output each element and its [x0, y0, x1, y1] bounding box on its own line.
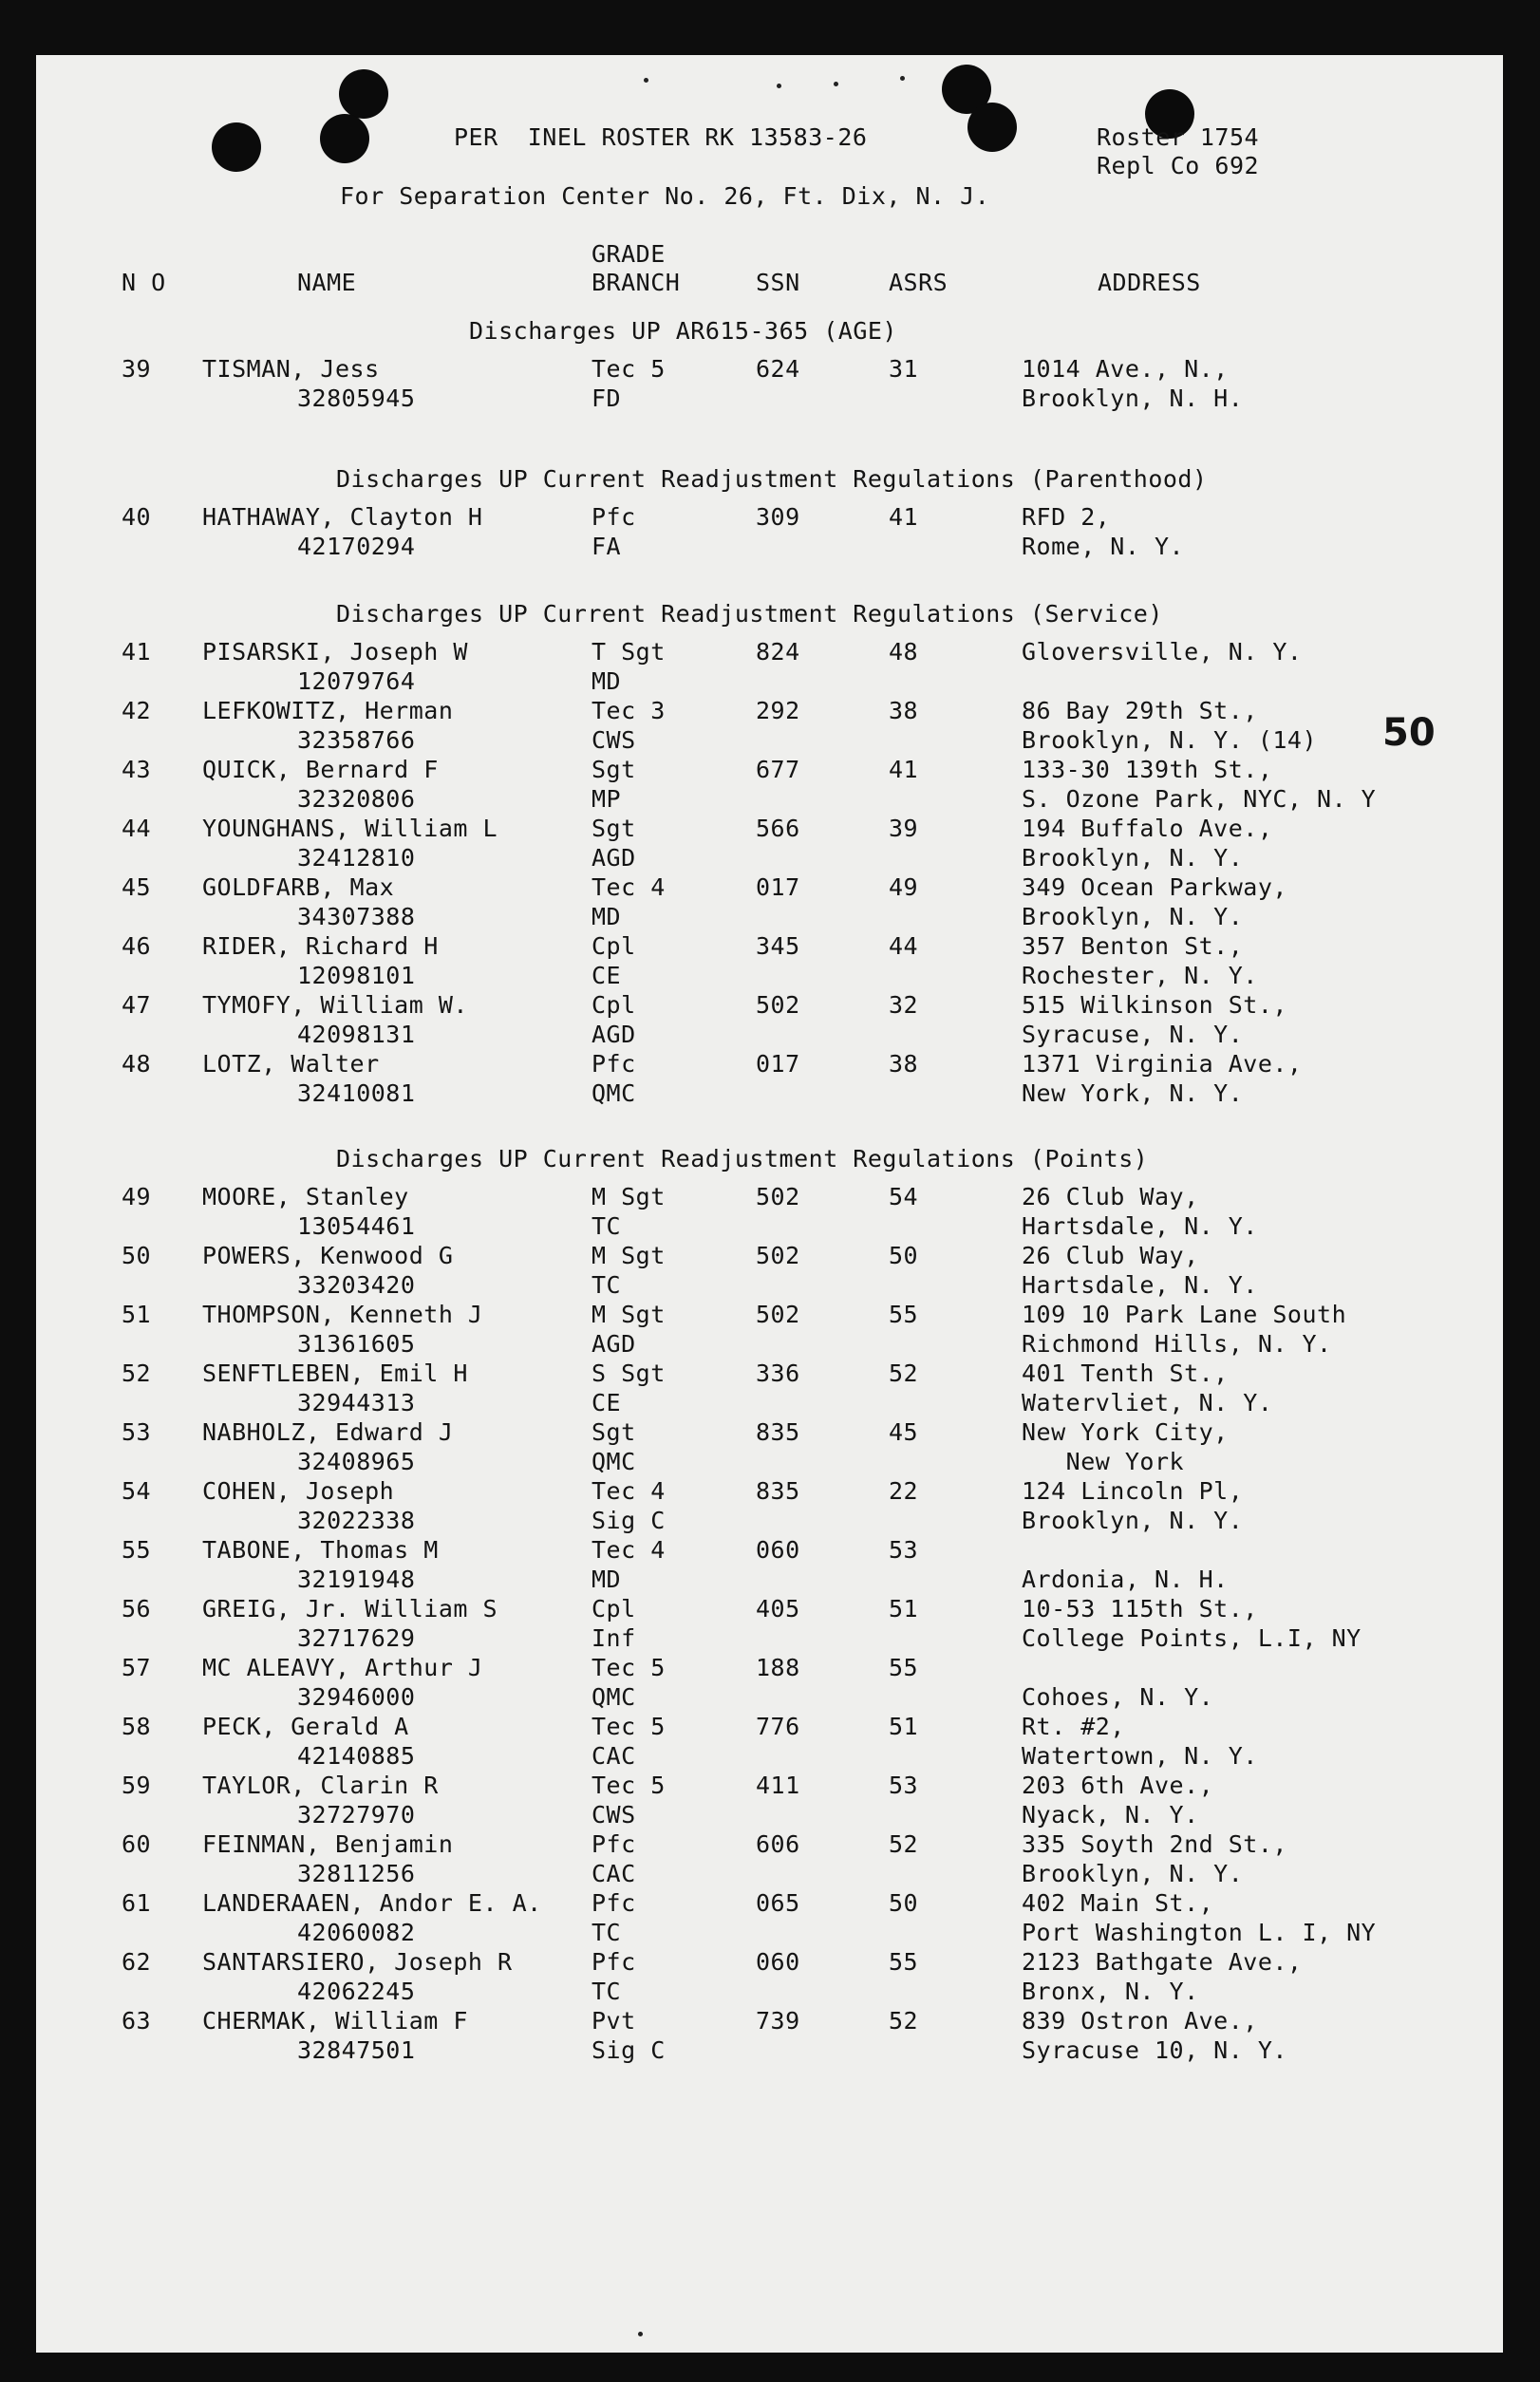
serial-number: 42098131 [297, 1021, 416, 1048]
entry-number: 52 [122, 1360, 152, 1387]
address-line-2: S. Ozone Park, NYC, N. Y [1022, 785, 1377, 813]
serial-number: 32410081 [297, 1079, 416, 1107]
branch: MP [592, 785, 622, 813]
entry-number: 51 [122, 1301, 152, 1328]
ssn: 502 [756, 1242, 800, 1269]
branch: AGD [592, 1330, 636, 1358]
soldier-name: MC ALEAVY, Arthur J [202, 1654, 483, 1681]
roster-subtitle: For Separation Center No. 26, Ft. Dix, N. J. [340, 182, 990, 210]
ssn: 739 [756, 2007, 800, 2035]
address-line-2: Brooklyn, N. Y. [1022, 1507, 1244, 1534]
grade: M Sgt [592, 1301, 666, 1328]
address-line-2: New York, N. Y. [1022, 1079, 1244, 1107]
address-line-2: Brooklyn, N. H. [1022, 384, 1244, 412]
branch: TC [592, 1212, 622, 1240]
entry-number: 57 [122, 1654, 152, 1681]
serial-number: 13054461 [297, 1212, 416, 1240]
serial-number: 32717629 [297, 1624, 416, 1652]
serial-number: 32727970 [297, 1801, 416, 1829]
grade: Pvt [592, 2007, 636, 2035]
entry-number: 42 [122, 697, 152, 724]
soldier-name: LOTZ, Walter [202, 1050, 380, 1078]
column-header-ssn: SSN [756, 269, 800, 296]
soldier-name: TABONE, Thomas M [202, 1536, 439, 1564]
grade: Sgt [592, 815, 636, 842]
address-line-1: Rt. #2, [1022, 1713, 1125, 1740]
entry-number: 60 [122, 1830, 152, 1858]
address-line-1: 401 Tenth St., [1022, 1360, 1229, 1387]
grade: Tec 4 [592, 1536, 666, 1564]
grade: Cpl [592, 991, 636, 1019]
asrs-score: 55 [889, 1301, 919, 1328]
address-line-2: Bronx, N. Y. [1022, 1978, 1199, 2005]
address-line-1: 1014 Ave., N., [1022, 355, 1229, 383]
soldier-name: LEFKOWITZ, Herman [202, 697, 454, 724]
ssn: 835 [756, 1477, 800, 1505]
column-header-name: NAME [297, 269, 357, 296]
soldier-name: TYMOFY, William W. [202, 991, 468, 1019]
entry-number: 41 [122, 638, 152, 666]
entry-number: 62 [122, 1948, 152, 1976]
asrs-score: 50 [889, 1242, 919, 1269]
address-line-2: Watertown, N. Y. [1022, 1742, 1258, 1770]
ssn: 606 [756, 1830, 800, 1858]
soldier-name: FEINMAN, Benjamin [202, 1830, 454, 1858]
grade: Tec 5 [592, 1772, 666, 1799]
serial-number: 12079764 [297, 667, 416, 695]
serial-number: 32944313 [297, 1389, 416, 1416]
entry-number: 47 [122, 991, 152, 1019]
asrs-score: 50 [889, 1889, 919, 1917]
section-heading: Discharges UP Current Readjustment Regulations (Points) [336, 1145, 1149, 1172]
serial-number: 33203420 [297, 1271, 416, 1299]
asrs-score: 41 [889, 756, 919, 783]
entry-number: 53 [122, 1418, 152, 1446]
address-line-1: New York City, [1022, 1418, 1229, 1446]
column-header-no: N O [122, 269, 166, 296]
soldier-name: SENFTLEBEN, Emil H [202, 1360, 468, 1387]
address-line-1: 203 6th Ave., [1022, 1772, 1214, 1799]
asrs-score: 52 [889, 2007, 919, 2035]
entry-number: 44 [122, 815, 152, 842]
entry-number: 54 [122, 1477, 152, 1505]
speck [777, 84, 781, 88]
section-heading: Discharges UP AR615-365 (AGE) [469, 317, 897, 345]
address-line-2: Brooklyn, N. Y. [1022, 1860, 1244, 1887]
grade: Pfc [592, 1830, 636, 1858]
address-line-1: 357 Benton St., [1022, 932, 1244, 960]
serial-number: 32946000 [297, 1683, 416, 1711]
branch: TC [592, 1271, 622, 1299]
branch: QMC [592, 1079, 636, 1107]
punch-hole [320, 114, 369, 163]
punch-hole [212, 122, 261, 172]
ssn: 188 [756, 1654, 800, 1681]
branch: CE [592, 962, 622, 989]
ssn: 405 [756, 1595, 800, 1622]
asrs-score: 38 [889, 1050, 919, 1078]
ssn: 060 [756, 1948, 800, 1976]
soldier-name: COHEN, Joseph [202, 1477, 395, 1505]
address-line-1: 109 10 Park Lane South [1022, 1301, 1347, 1328]
asrs-score: 49 [889, 873, 919, 901]
punch-hole [967, 103, 1017, 152]
entry-number: 48 [122, 1050, 152, 1078]
column-header-asrs: ASRS [889, 269, 948, 296]
entry-number: 61 [122, 1889, 152, 1917]
serial-number: 32022338 [297, 1507, 416, 1534]
grade: Pfc [592, 1889, 636, 1917]
address-line-2: Brooklyn, N. Y. [1022, 903, 1244, 930]
ssn: 835 [756, 1418, 800, 1446]
ssn: 336 [756, 1360, 800, 1387]
grade: Cpl [592, 1595, 636, 1622]
branch: Sig C [592, 1507, 666, 1534]
entry-number: 40 [122, 503, 152, 531]
address-line-2: College Points, L.I, NY [1022, 1624, 1362, 1652]
branch: MD [592, 667, 622, 695]
address-line-2: Richmond Hills, N. Y. [1022, 1330, 1332, 1358]
serial-number: 42170294 [297, 533, 416, 560]
address-line-2: Syracuse, N. Y. [1022, 1021, 1244, 1048]
branch: CE [592, 1389, 622, 1416]
soldier-name: THOMPSON, Kenneth J [202, 1301, 483, 1328]
soldier-name: LANDERAAEN, Andor E. A. [202, 1889, 542, 1917]
ssn: 502 [756, 1301, 800, 1328]
address-line-2: Nyack, N. Y. [1022, 1801, 1199, 1829]
address-line-2: Watervliet, N. Y. [1022, 1389, 1273, 1416]
branch: Inf [592, 1624, 636, 1652]
serial-number: 32811256 [297, 1860, 416, 1887]
ssn: 292 [756, 697, 800, 724]
address-line-1: 839 Ostron Ave., [1022, 2007, 1258, 2035]
entry-number: 63 [122, 2007, 152, 2035]
soldier-name: SANTARSIERO, Joseph R [202, 1948, 513, 1976]
entry-number: 43 [122, 756, 152, 783]
column-header-branch: BRANCH [592, 269, 681, 296]
ssn: 624 [756, 355, 800, 383]
roster-title: PER INEL ROSTER RK 13583-26 [454, 123, 868, 151]
speck [900, 76, 905, 81]
soldier-name: HATHAWAY, Clayton H [202, 503, 483, 531]
address-line-2: Rochester, N. Y. [1022, 962, 1258, 989]
branch: AGD [592, 1021, 636, 1048]
serial-number: 32320806 [297, 785, 416, 813]
serial-number: 32847501 [297, 2036, 416, 2064]
ssn: 566 [756, 815, 800, 842]
soldier-name: POWERS, Kenwood G [202, 1242, 454, 1269]
asrs-score: 31 [889, 355, 919, 383]
serial-number: 42062245 [297, 1978, 416, 2005]
branch: TC [592, 1978, 622, 2005]
serial-number: 42060082 [297, 1919, 416, 1946]
grade: M Sgt [592, 1242, 666, 1269]
soldier-name: TAYLOR, Clarin R [202, 1772, 439, 1799]
serial-number: 32805945 [297, 384, 416, 412]
address-line-1: Gloversville, N. Y. [1022, 638, 1303, 666]
grade: Tec 5 [592, 1713, 666, 1740]
serial-number: 34307388 [297, 903, 416, 930]
branch: AGD [592, 844, 636, 872]
roster-page [36, 55, 1503, 2353]
ssn: 065 [756, 1889, 800, 1917]
branch: TC [592, 1919, 622, 1946]
asrs-score: 39 [889, 815, 919, 842]
address-line-1: 2123 Bathgate Ave., [1022, 1948, 1303, 1976]
soldier-name: RIDER, Richard H [202, 932, 439, 960]
grade: M Sgt [592, 1183, 666, 1210]
entry-number: 56 [122, 1595, 152, 1622]
asrs-score: 55 [889, 1948, 919, 1976]
address-line-1: 194 Buffalo Ave., [1022, 815, 1273, 842]
grade: Tec 4 [592, 1477, 666, 1505]
entry-number: 58 [122, 1713, 152, 1740]
asrs-score: 53 [889, 1536, 919, 1564]
address-line-1: 1371 Virginia Ave., [1022, 1050, 1303, 1078]
address-line-1: 335 Soyth 2nd St., [1022, 1830, 1287, 1858]
address-line-2: Ardonia, N. H. [1022, 1566, 1229, 1593]
soldier-name: QUICK, Bernard F [202, 756, 439, 783]
soldier-name: PECK, Gerald A [202, 1713, 409, 1740]
address-line-2: Brooklyn, N. Y. [1022, 844, 1244, 872]
address-line-1: 349 Ocean Parkway, [1022, 873, 1287, 901]
section-heading: Discharges UP Current Readjustment Regulations (Parenthood) [336, 465, 1208, 493]
ssn: 824 [756, 638, 800, 666]
ssn: 309 [756, 503, 800, 531]
address-line-1: 133-30 139th St., [1022, 756, 1273, 783]
soldier-name: PISARSKI, Joseph W [202, 638, 468, 666]
soldier-name: GOLDFARB, Max [202, 873, 395, 901]
serial-number: 32412810 [297, 844, 416, 872]
address-line-1: 26 Club Way, [1022, 1183, 1199, 1210]
ssn: 017 [756, 1050, 800, 1078]
branch: CAC [592, 1860, 636, 1887]
ssn: 502 [756, 1183, 800, 1210]
grade: Sgt [592, 756, 636, 783]
asrs-score: 51 [889, 1713, 919, 1740]
address-line-1: 124 Lincoln Pl, [1022, 1477, 1244, 1505]
address-line-1: 26 Club Way, [1022, 1242, 1199, 1269]
address-line-2: Rome, N. Y. [1022, 533, 1185, 560]
branch: CAC [592, 1742, 636, 1770]
serial-number: 32191948 [297, 1566, 416, 1593]
address-line-1: 515 Wilkinson St., [1022, 991, 1287, 1019]
address-line-1: RFD 2, [1022, 503, 1111, 531]
grade: Cpl [592, 932, 636, 960]
asrs-score: 53 [889, 1772, 919, 1799]
asrs-score: 45 [889, 1418, 919, 1446]
asrs-score: 38 [889, 697, 919, 724]
soldier-name: TISMAN, Jess [202, 355, 380, 383]
margin-mark: 50 [1382, 711, 1436, 755]
entry-number: 45 [122, 873, 152, 901]
serial-number: 42140885 [297, 1742, 416, 1770]
soldier-name: CHERMAK, William F [202, 2007, 468, 2035]
ssn: 776 [756, 1713, 800, 1740]
ssn: 017 [756, 873, 800, 901]
asrs-score: 44 [889, 932, 919, 960]
ssn: 411 [756, 1772, 800, 1799]
column-header-grade: GRADE [592, 240, 666, 268]
entry-number: 39 [122, 355, 152, 383]
branch: QMC [592, 1448, 636, 1475]
branch: MD [592, 903, 622, 930]
serial-number: 12098101 [297, 962, 416, 989]
asrs-score: 51 [889, 1595, 919, 1622]
grade: Tec 5 [592, 1654, 666, 1681]
branch: Sig C [592, 2036, 666, 2064]
address-line-1: 402 Main St., [1022, 1889, 1214, 1917]
address-line-2: Brooklyn, N. Y. (14) [1022, 726, 1318, 754]
asrs-score: 54 [889, 1183, 919, 1210]
branch: FD [592, 384, 622, 412]
entry-number: 46 [122, 932, 152, 960]
grade: Pfc [592, 503, 636, 531]
entry-number: 50 [122, 1242, 152, 1269]
ssn: 502 [756, 991, 800, 1019]
serial-number: 32358766 [297, 726, 416, 754]
soldier-name: YOUNGHANS, William L [202, 815, 498, 842]
soldier-name: GREIG, Jr. William S [202, 1595, 498, 1622]
column-header-address: ADDRESS [1098, 269, 1201, 296]
speck [644, 78, 648, 83]
entry-number: 55 [122, 1536, 152, 1564]
grade: Sgt [592, 1418, 636, 1446]
speck [638, 2332, 643, 2336]
address-line-2: Port Washington L. I, NY [1022, 1919, 1377, 1946]
asrs-score: 41 [889, 503, 919, 531]
branch: MD [592, 1566, 622, 1593]
address-line-1: 86 Bay 29th St., [1022, 697, 1258, 724]
soldier-name: MOORE, Stanley [202, 1183, 409, 1210]
grade: Pfc [592, 1050, 636, 1078]
address-line-2: Cohoes, N. Y. [1022, 1683, 1214, 1711]
ssn: 060 [756, 1536, 800, 1564]
address-line-2: New York [1022, 1448, 1185, 1475]
asrs-score: 55 [889, 1654, 919, 1681]
section-heading: Discharges UP Current Readjustment Regulations (Service) [336, 600, 1163, 628]
grade: Tec 4 [592, 873, 666, 901]
branch: QMC [592, 1683, 636, 1711]
speck [834, 82, 838, 86]
serial-number: 31361605 [297, 1330, 416, 1358]
branch: CWS [592, 1801, 636, 1829]
grade: Pfc [592, 1948, 636, 1976]
replacement-company: Repl Co 692 [1097, 152, 1260, 179]
ssn: 677 [756, 756, 800, 783]
address-line-2: Hartsdale, N. Y. [1022, 1212, 1258, 1240]
asrs-score: 52 [889, 1830, 919, 1858]
soldier-name: NABHOLZ, Edward J [202, 1418, 454, 1446]
entry-number: 59 [122, 1772, 152, 1799]
ssn: 345 [756, 932, 800, 960]
branch: FA [592, 533, 622, 560]
address-line-2: Hartsdale, N. Y. [1022, 1271, 1258, 1299]
punch-hole [339, 69, 388, 119]
roster-number: Roster 1754 [1097, 123, 1260, 151]
grade: Tec 5 [592, 355, 666, 383]
address-line-1: 10-53 115th St., [1022, 1595, 1258, 1622]
asrs-score: 52 [889, 1360, 919, 1387]
grade: Tec 3 [592, 697, 666, 724]
serial-number: 32408965 [297, 1448, 416, 1475]
entry-number: 49 [122, 1183, 152, 1210]
asrs-score: 48 [889, 638, 919, 666]
grade: S Sgt [592, 1360, 666, 1387]
address-line-2: Syracuse 10, N. Y. [1022, 2036, 1287, 2064]
asrs-score: 22 [889, 1477, 919, 1505]
branch: CWS [592, 726, 636, 754]
grade: T Sgt [592, 638, 666, 666]
asrs-score: 32 [889, 991, 919, 1019]
